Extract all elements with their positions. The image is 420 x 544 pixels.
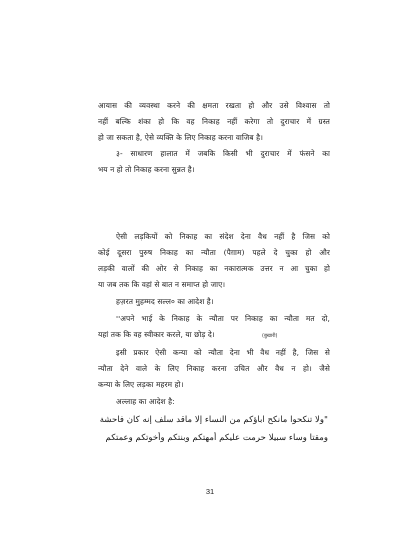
arabic-verse-line: ومقتا وساء سبيلا حرمت عليكم أمهتكم وبنتكم وأخوتكم وعمتكم: [105, 433, 328, 443]
text-line: आयास की व्यवस्था करने की क्षमता रखता हो और उसे विश्वास तो: [98, 101, 330, 110]
arabic-verse-line: "ولا تنكحوا مانكح اباؤكم من النساء إلا ماقد سلف إنه كان فاحشة: [99, 415, 328, 425]
text-line: न्यौता देने वाले के लिए निकाह करना उचित और वैध न हो। जैसे: [98, 364, 330, 373]
text-line: हज़रत मुहम्मद सल्ल० का आदेश है।: [116, 297, 214, 306]
quote-line: यहां तक कि वह स्वीकार करले, या छोड़ दे।: [98, 330, 215, 339]
text-line: अल्लाह का आदेश है:: [116, 397, 175, 406]
text-line: ऐसी लड़कियों को निकाह का संदेश देना वैध नहीं है जिस को: [116, 232, 330, 241]
text-line: नहीं बल्कि शंका हो कि वह निकाह नहीं करेगा तो दुराचार में ग्रस्त: [98, 117, 330, 126]
page-number: 31: [205, 487, 215, 496]
text-line: भय न हो तो निकाह करना सुन्नत है।: [98, 165, 195, 174]
text-line: हो जा सकता है, ऐसे व्यक्ति के लिए निकाह करना वाजिब है।: [98, 133, 264, 142]
text-line: इसी प्रकार ऐसी कन्या को न्यौता देना भी वैध नहीं है, जिस से: [116, 348, 330, 357]
quote-line: ''अपने भाई के निकाह के न्यौता पर निकाह का न्यौता मत दो,: [116, 314, 330, 323]
reference-citation: (बुखारी): [262, 333, 278, 339]
text-line: ३- साधारण हालात में जबकि किसी भी दुराचार में फंसने का: [116, 149, 330, 158]
text-line: कोई दूसरा पुरुष निकाह का न्यौता (पैग़ाम) पहले दे चुका हो और: [98, 248, 330, 257]
text-line: कन्या के लिए लड़का महरम हो।: [98, 380, 184, 389]
text-line: या जब तक कि वहां से बात न समाप्त हो जाए।: [98, 280, 226, 289]
text-line: लड़की वालों की ओर से निकाह का नकारात्मक उत्तर न आ चुका हो: [98, 264, 330, 273]
